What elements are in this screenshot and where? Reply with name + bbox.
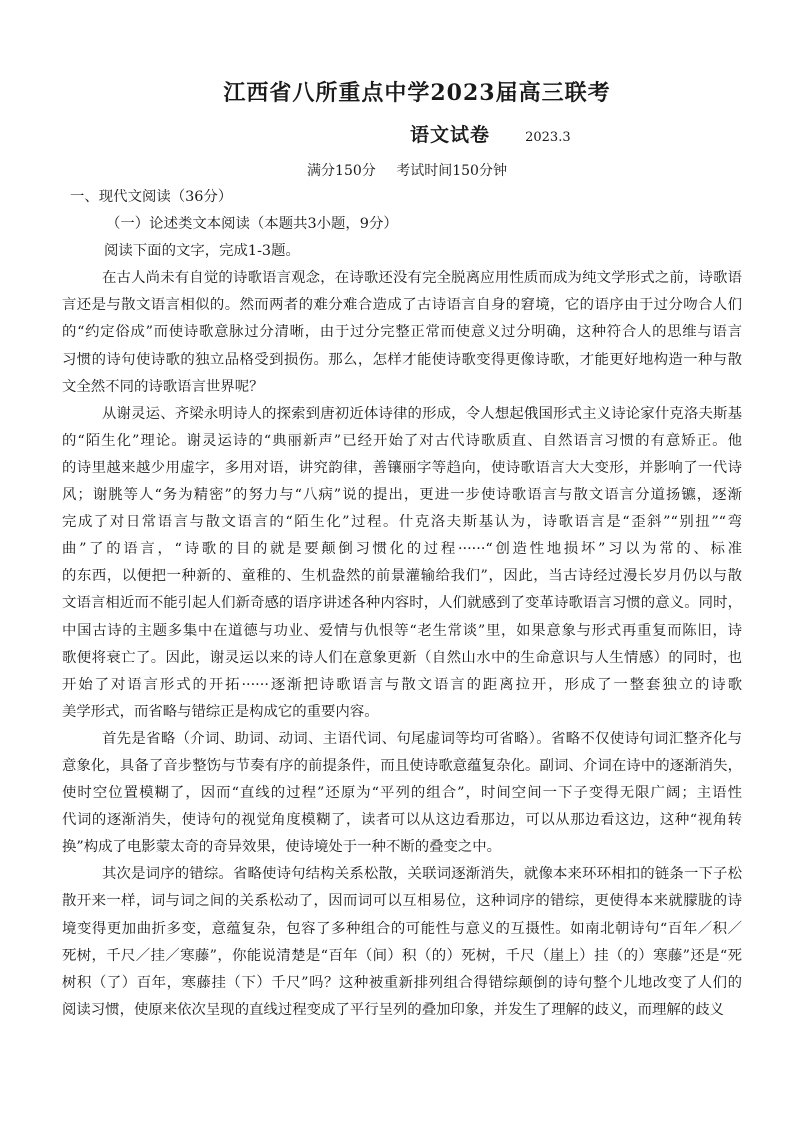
paragraph-line: 的诗里越来越少用虚字，多用对语，讲究韵律，善镶丽字等趋向，使诗歌语言大大变形，并影响了一代诗 [62,459,742,476]
paragraph [62,265,742,400]
exam-title: 江西省八所重点中学2023届高三联考 [223,80,611,106]
paragraph-line: 美学形式，而省略与错综正是构成它的重要内容。 [62,703,379,720]
paragraph-line: 开始了对语言形式的开拓······逐渐把诗歌语言与散文语言的距离拉开，形成了一整套独立的诗歌 [62,676,742,693]
paragraph [62,401,742,726]
paragraph-line: 阅读习惯，使原来依次呈现的直线过程变成了平行呈列的叠加印象，并发生了理解的歧义，而理解的歧义 [62,1001,724,1018]
paragraph-line: 首先是省略（介词、助词、动词、主语代词、句尾虚词等均可省略）。省略不仅使诗句词汇整齐化与 [102,730,742,747]
score-time-line [0,160,794,180]
paragraph [62,726,742,861]
paragraph-line: 从谢灵运、齐梁永明诗人的探索到唐初近体诗律的形成，令人想起俄国形式主义诗论家什克洛夫斯基 [102,405,742,422]
paragraph-line: 换”构成了电影蒙太奇的奇异效果，使诗境处于一种不断的叠变之中。 [62,839,502,856]
paragraph-line: 中国古诗的主题多集中在道德与功业、爱情与仇恨等“老生常谈”里，如果意象与形式再重复而陈旧，诗 [62,622,742,639]
paragraph-line: 文全然不同的诗歌语言世界呢？ [62,378,264,395]
paragraph-line: 的“约定俗成”而使诗歌意脉过分清晰，由于过分完整正常而使意义过分明确，这种符合人的思维与语言 [62,324,742,341]
paragraph [62,861,742,1024]
exam-subtitle: 语文试卷 [410,124,491,146]
paragraph-line: 意象化，具备了音步整饬与节奏有序的前提条件，而且使诗歌意蕴复杂化。副词、介词在诗中的逐渐消失， [62,757,742,774]
section-heading: 一、现代文阅读（36分） [70,189,233,205]
full-score: 满分150分 [307,163,376,179]
exam-date: 2023.3 [525,130,571,145]
paragraph-line: 散开来一样，词与词之间的关系松动了，因而词可以互相易位，这种词序的错综，更使得本来就朦胧的诗 [62,893,742,910]
paragraph-line: 的东西，以便把一种新的、童稚的、生机盎然的前景灌输给我们”，因此，当古诗经过漫长岁月仍以与散 [62,568,742,585]
paragraph-line: 文语言相近而不能引起人们新奇感的语序讲述各种内容时，人们就感到了变革诗歌语言习惯的意义。同时， [62,595,742,612]
paragraph-line: 曲”了的语言，“诗歌的目的就是要颠倒习惯化的过程······“创造性地损坏”习以为常的、标准 [62,541,742,558]
paragraph-line: 言还是与散文语言相似的。然而两者的难分难合造成了古诗语言自身的窘境，它的语序由于过分吻合人们 [62,297,742,314]
reading-instruction: 阅读下面的文字，完成1-3题。 [104,243,300,260]
paragraph-line: 代词的逐渐消失，使诗句的视觉角度模糊了，读者可以从这边看那边，可以从那边看这边，这种“视角转 [62,812,742,829]
paragraph-line: 习惯的诗句使诗歌的独立品格受到损伤。那么，怎样才能使诗歌变得更像诗歌，才能更好地构造一种与散 [62,351,742,368]
paragraph-line: 境变得更加曲折多变，意蕴复杂，包容了多种组合的可能性与意义的互摄性。如南北朝诗句“百年／积／ [62,920,742,937]
exam-duration: 考试时间150分钟 [396,163,507,179]
paragraph-line: 树积（了）百年，寒藤挂（下）千尺”吗？这种被重新排列组合得错综颠倒的诗句整个儿地改变了人们的 [62,974,742,991]
paragraph-line: 风；谢朓等人“务为精密”的努力与“八病”说的提出，更进一步使诗歌语言与散文语言分道扬镳，逐渐 [62,487,742,504]
passage-paragraphs [62,265,742,1024]
paragraph-line: 的“陌生化”理论。谢灵运诗的“典丽新声”已经开始了对古代诗歌质直、自然语言习惯的有意矫正。他 [62,432,742,449]
paragraph-line: 完成了对日常语言与散文语言的“陌生化”过程。什克洛夫斯基认为，诗歌语言是“歪斜”“别扭”“弯 [62,514,742,531]
paragraph-line: 在古人尚未有自觉的诗歌语言观念，在诗歌还没有完全脱离应用性质而成为纯文学形式之前，诗歌语 [102,270,742,287]
sub-section-heading: （一）论述类文本阅读（本题共3小题，9分） [106,216,398,233]
paragraph-line: 使时空位置模糊了，因而“直线的过程”还原为“平列的组合”，时间空间一下子变得无限广阔；主语性 [62,785,742,802]
paragraph-line: 其次是词序的错综。省略使诗句结构关系松散，关联词逐渐消失，就像本来环环相扣的链条一下子松 [102,866,742,883]
paragraph-line: 歌便将衰亡了。因此，谢灵运以来的诗人们在意象更新（自然山水中的生命意识与人生情感）的同时，也 [62,649,742,666]
passage-content [62,184,742,1024]
paragraph-line: 死树，千尺／挂／寒藤”，你能说清楚是“百年（间）积（的）死树，千尺（崖上）挂（的）寒藤”还是“死 [62,947,742,964]
subtitle-row [410,120,571,147]
